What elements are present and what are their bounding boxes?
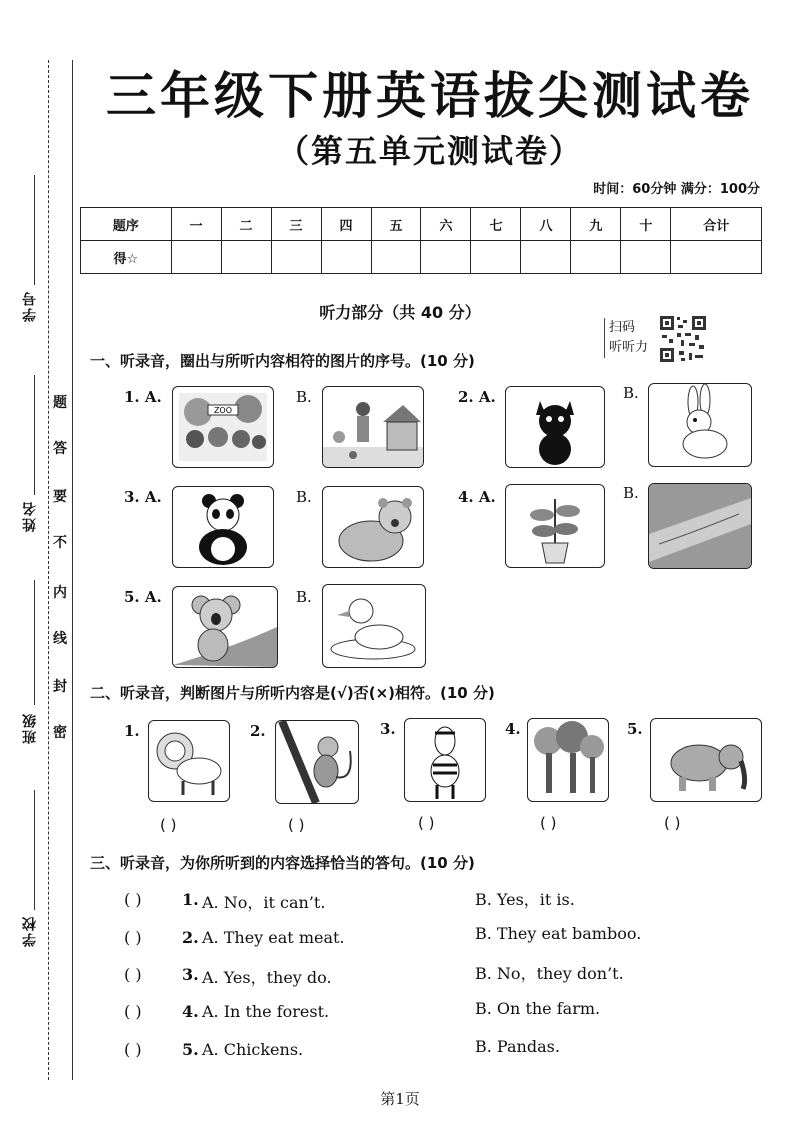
class-field[interactable] bbox=[34, 580, 36, 705]
score-input-cell[interactable] bbox=[471, 241, 521, 274]
score-row-label: 得☆ bbox=[81, 241, 172, 274]
option-a: A. In the forest. bbox=[202, 1002, 330, 1021]
seal-char: 密 bbox=[53, 725, 67, 741]
river-picture[interactable] bbox=[648, 483, 752, 569]
qr-code-icon[interactable] bbox=[659, 315, 707, 363]
lion-picture[interactable] bbox=[148, 720, 230, 802]
score-table bbox=[80, 207, 762, 274]
option-b: B. They eat bamboo. bbox=[475, 924, 642, 943]
school-label: 学校 bbox=[22, 915, 38, 947]
name-field[interactable] bbox=[34, 375, 36, 495]
score-input-cell[interactable] bbox=[371, 241, 421, 274]
number-field[interactable] bbox=[34, 175, 36, 285]
score-input-cell[interactable] bbox=[421, 241, 471, 274]
score-input-cell[interactable] bbox=[321, 241, 371, 274]
zoo-animals-picture[interactable] bbox=[172, 386, 274, 468]
score-cell: 三 bbox=[271, 208, 321, 241]
option-a: A. Yes，they do. bbox=[202, 968, 332, 987]
option-b-label: B. bbox=[623, 384, 639, 402]
page-title: 三年级下册英语拔尖测试卷 bbox=[106, 66, 754, 125]
svg-text:ZOO: ZOO bbox=[213, 406, 233, 415]
qr-label-line: 扫码 bbox=[609, 320, 636, 335]
answer-blank[interactable]: ( ) bbox=[160, 816, 177, 834]
score-cell: 一 bbox=[171, 208, 221, 241]
seal-char: 内 bbox=[53, 585, 67, 601]
score-input-cell[interactable] bbox=[521, 241, 571, 274]
monkey-picture[interactable] bbox=[275, 720, 359, 804]
score-cell: 四 bbox=[321, 208, 371, 241]
zebra-picture[interactable] bbox=[404, 718, 486, 802]
score-cell: 合计 bbox=[671, 208, 762, 241]
score-cell: 二 bbox=[221, 208, 271, 241]
question-number: 4. bbox=[505, 720, 521, 738]
score-cell: 八 bbox=[521, 208, 571, 241]
score-input-cell[interactable] bbox=[621, 241, 671, 274]
question-number: 4. bbox=[182, 1002, 199, 1021]
qr-label-line: 听听力 bbox=[609, 340, 649, 355]
duck-picture[interactable] bbox=[322, 584, 426, 668]
section2-heading: 二、听录音，判断图片与所听内容是(√)否(×)相符。(10 分) bbox=[90, 684, 495, 702]
score-cell: 题序 bbox=[81, 208, 172, 241]
option-a: A. They eat meat. bbox=[202, 928, 345, 947]
binding-line-inner bbox=[72, 60, 73, 1080]
score-input-cell[interactable] bbox=[271, 241, 321, 274]
question-number: 1. A. bbox=[124, 388, 162, 406]
option-a: A. No，it can’t. bbox=[202, 893, 326, 912]
score-input-cell[interactable] bbox=[571, 241, 621, 274]
name-label: 姓名 bbox=[22, 500, 38, 532]
option-b-label: B. bbox=[296, 588, 312, 606]
question-number: 5. A. bbox=[124, 588, 162, 606]
seal-char: 要 bbox=[53, 489, 67, 505]
question-number: 2. bbox=[250, 722, 266, 740]
seal-char: 题 bbox=[53, 395, 67, 411]
score-cell: 十 bbox=[621, 208, 671, 241]
answer-blank[interactable]: ( ) bbox=[124, 965, 142, 984]
seal-char: 线 bbox=[53, 631, 67, 647]
binding-line-outer bbox=[48, 60, 49, 1080]
seal-char: 不 bbox=[53, 535, 67, 551]
number-label: 学号 bbox=[22, 290, 38, 322]
answer-blank[interactable]: ( ) bbox=[124, 890, 142, 909]
score-cell: 五 bbox=[371, 208, 421, 241]
school-field[interactable] bbox=[34, 790, 36, 910]
answer-blank[interactable]: ( ) bbox=[124, 1002, 142, 1021]
score-table-header-row bbox=[81, 208, 762, 241]
qr-label bbox=[604, 318, 648, 358]
answer-blank[interactable]: ( ) bbox=[124, 928, 142, 947]
option-b: B. On the farm. bbox=[475, 999, 601, 1018]
answer-blank[interactable]: ( ) bbox=[288, 816, 305, 834]
score-input-cell[interactable] bbox=[671, 241, 762, 274]
option-a: A. Chickens. bbox=[202, 1040, 304, 1059]
question-number: 3. bbox=[380, 720, 396, 738]
question-number: 1. bbox=[124, 722, 140, 740]
answer-blank[interactable]: ( ) bbox=[124, 1040, 142, 1059]
seal-char: 封 bbox=[53, 679, 67, 695]
question-number: 5. bbox=[182, 1040, 199, 1059]
page-footer: 第1页 bbox=[380, 1090, 420, 1108]
score-table-score-row bbox=[81, 241, 762, 274]
class-label: 班级 bbox=[22, 712, 38, 744]
option-b-label: B. bbox=[296, 388, 312, 406]
score-cell: 七 bbox=[471, 208, 521, 241]
score-cell: 九 bbox=[571, 208, 621, 241]
bear-picture[interactable] bbox=[322, 486, 424, 568]
question-number: 4. A. bbox=[458, 488, 496, 506]
seal-char: 答 bbox=[53, 441, 67, 457]
cat-picture[interactable] bbox=[505, 386, 605, 468]
question-number: 5. bbox=[627, 720, 643, 738]
question-number: 1. bbox=[182, 890, 199, 909]
section3-heading: 三、听录音，为你所听到的内容选择恰当的答句。(10 分) bbox=[90, 854, 475, 872]
score-input-cell[interactable] bbox=[171, 241, 221, 274]
score-cell: 六 bbox=[421, 208, 471, 241]
option-b: B. Pandas. bbox=[475, 1037, 560, 1056]
page-subtitle: （第五单元测试卷） bbox=[276, 132, 583, 170]
rabbit-picture[interactable] bbox=[648, 383, 752, 467]
option-b: B. Yes，it is. bbox=[475, 890, 575, 909]
option-b: B. No，they don’t. bbox=[475, 964, 624, 983]
answer-blank[interactable]: ( ) bbox=[664, 814, 681, 832]
forest-giraffe-picture[interactable] bbox=[527, 718, 609, 802]
answer-blank[interactable]: ( ) bbox=[418, 814, 435, 832]
score-input-cell[interactable] bbox=[221, 241, 271, 274]
question-number: 3. bbox=[182, 965, 199, 984]
question-number: 2. bbox=[182, 928, 199, 947]
question-number: 3. A. bbox=[124, 488, 162, 506]
section1-heading: 一、听录音，圈出与所听内容相符的图片的序号。(10 分) bbox=[90, 352, 475, 370]
koala-picture[interactable] bbox=[172, 586, 278, 668]
time-info: 时间：60分钟 满分：100分 bbox=[593, 182, 760, 197]
farm-picture[interactable] bbox=[322, 386, 424, 468]
panda-picture[interactable] bbox=[172, 486, 274, 568]
plant-picture[interactable] bbox=[505, 484, 605, 568]
listening-header: 听力部分（共 40 分） bbox=[319, 303, 481, 322]
option-b-label: B. bbox=[296, 488, 312, 506]
question-number: 2. A. bbox=[458, 388, 496, 406]
answer-blank[interactable]: ( ) bbox=[540, 814, 557, 832]
elephant-picture[interactable] bbox=[650, 718, 762, 802]
option-b-label: B. bbox=[623, 484, 639, 502]
